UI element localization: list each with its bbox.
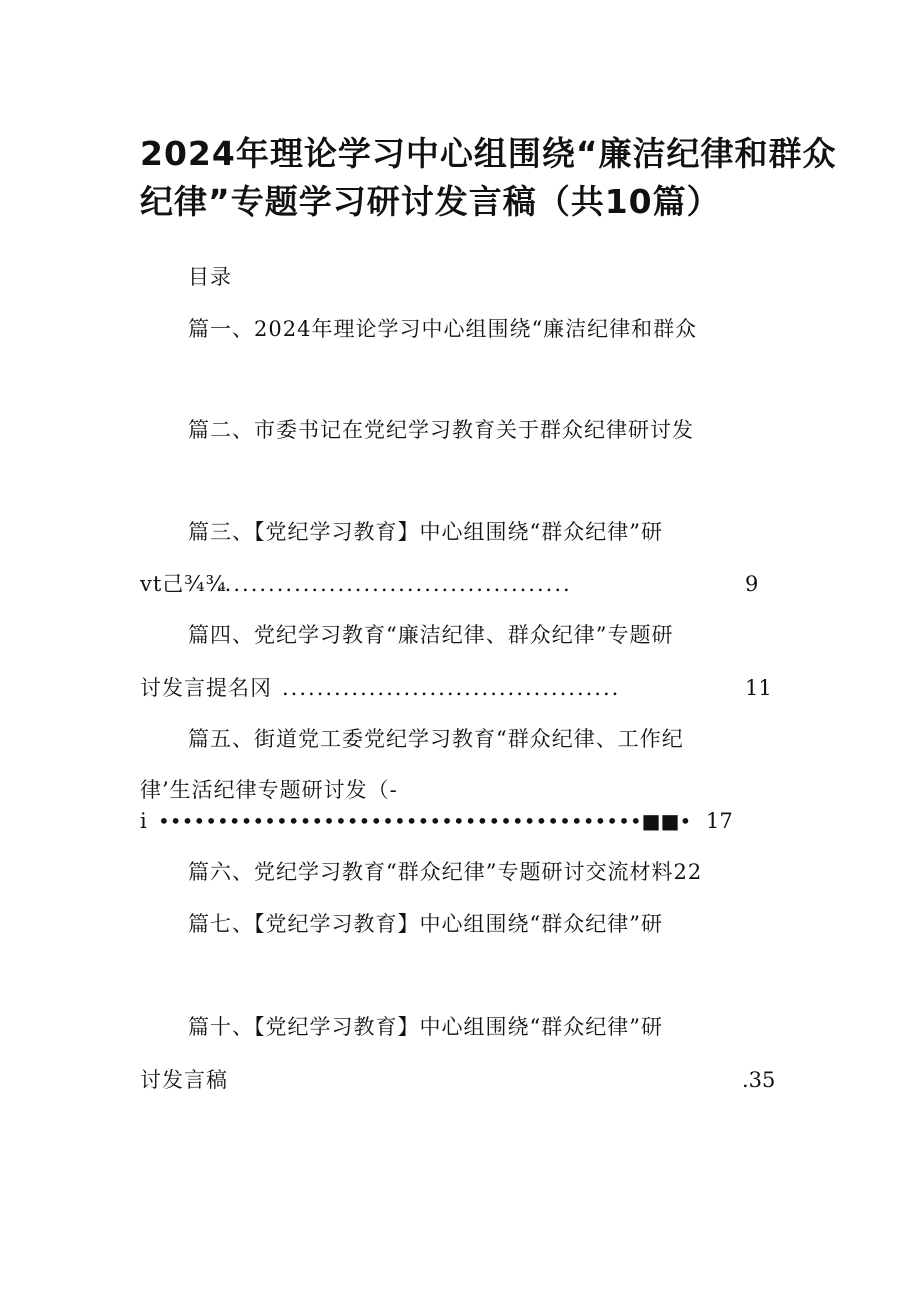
toc-entry-3[interactable]: 篇三、【党纪学习教育】中心组围绕“群众纪律”研	[188, 520, 663, 544]
toc-entry-7[interactable]: 篇七、【党纪学习教育】中心组围绕“群众纪律”研	[188, 912, 663, 936]
document-title-line-2: 纪律”专题学习研讨发言稿（共10篇）	[140, 182, 721, 221]
toc-entry-4-page: 11	[745, 676, 772, 700]
toc-entry-5-page: 17	[706, 809, 733, 833]
toc-entry-10-page: .35	[742, 1068, 776, 1092]
toc-entry-3-continuation[interactable]: vt己¾¾	[140, 572, 228, 596]
toc-entry-3-page: 9	[745, 572, 759, 596]
toc-entry-4-continuation[interactable]: 讨发言提名冈	[140, 676, 272, 700]
toc-entry-2[interactable]: 篇二、市委书记在党纪学习教育关于群众纪律研讨发	[188, 418, 694, 442]
toc-entry-5-continuation-2[interactable]: i	[140, 809, 148, 833]
toc-entry-6[interactable]: 篇六、党纪学习教育“群众纪律”专题研讨交流材料22	[188, 860, 703, 884]
toc-entry-5-leader: •••••••••••••••••••••••••••••••••••••••••■■•	[158, 809, 692, 833]
toc-heading: 目录	[188, 265, 232, 289]
toc-entry-10-continuation[interactable]: 讨发言稿	[140, 1068, 228, 1092]
toc-entry-5[interactable]: 篇五、街道党工委党纪学习教育“群众纪律、工作纪	[188, 727, 684, 751]
toc-entry-5-continuation[interactable]: 律’生活纪律专题研讨发（-	[140, 778, 398, 802]
toc-entry-4-leader: .......................................	[282, 676, 621, 700]
toc-entry-4[interactable]: 篇四、党纪学习教育“廉洁纪律、群众纪律”专题研	[188, 623, 674, 647]
document-title-line-1: 2024年理论学习中心组围绕“廉洁纪律和群众	[140, 134, 837, 173]
toc-entry-3-leader: .........................................	[216, 572, 572, 596]
toc-entry-10[interactable]: 篇十、【党纪学习教育】中心组围绕“群众纪律”研	[188, 1015, 663, 1039]
toc-entry-1[interactable]: 篇一、2024年理论学习中心组围绕“廉洁纪律和群众	[188, 317, 698, 341]
